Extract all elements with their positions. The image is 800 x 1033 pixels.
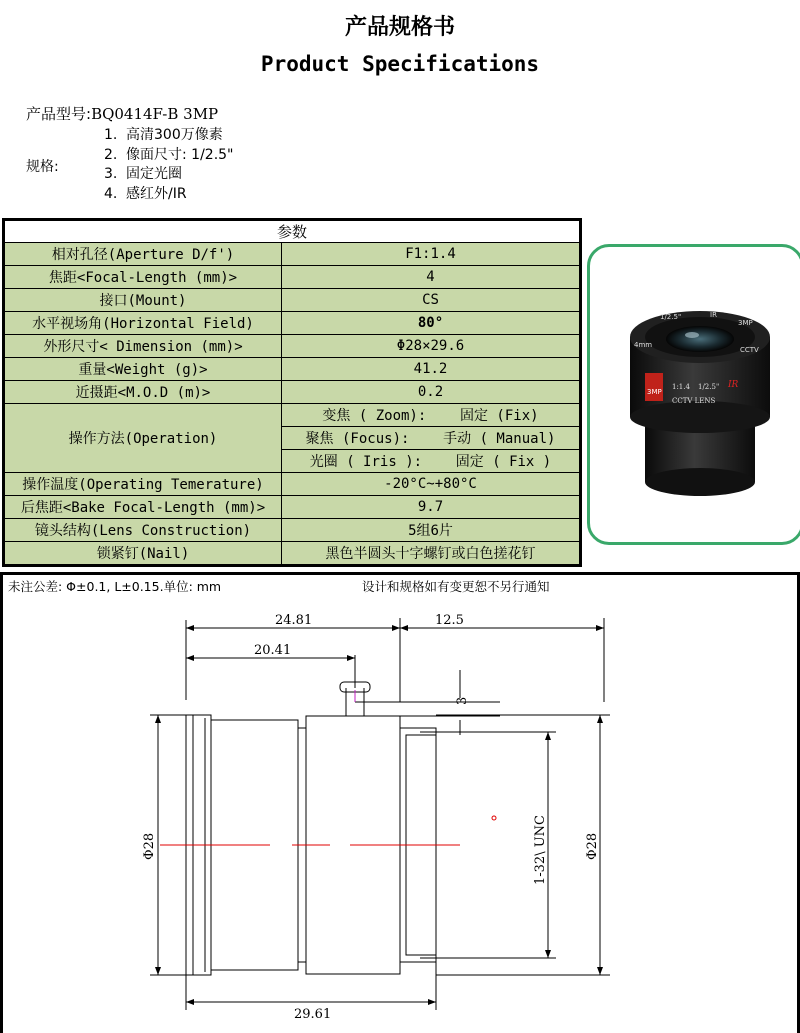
spec-item <box>104 165 234 185</box>
table-row <box>4 243 581 266</box>
param-key: 重量<Weight (g)> <box>4 358 282 381</box>
spec-item <box>104 126 234 146</box>
operation-sub-value: 固定 ( Fix ) <box>455 454 552 470</box>
lens-photo <box>587 244 800 545</box>
change-notice: 设计和规格如有变更恕不另行通知 <box>362 579 550 594</box>
dim-thread: 1-32\ UNC <box>533 815 548 885</box>
table-row <box>4 381 581 404</box>
table-row <box>4 289 581 312</box>
spec-text: 感红外/IR <box>126 185 187 202</box>
lens-ring-label: CCTV <box>740 346 759 354</box>
dim-total-bottom: 29.61 <box>294 1007 332 1022</box>
operation-sub-name: 光圈 ( Iris ): <box>309 454 423 470</box>
param-value: 0.2 <box>282 381 581 404</box>
spec-text: 高清300万像素 <box>126 127 223 143</box>
lens-ring-label: 4mm <box>634 341 653 349</box>
technical-drawing <box>0 590 800 1033</box>
lens-cctv-text: CCTV LENS <box>672 397 716 405</box>
table-row <box>4 404 581 427</box>
dim-inner: 20.41 <box>254 643 292 658</box>
param-key: 镜头结构(Lens Construction) <box>4 519 282 542</box>
param-key: 水平视场角(Horizontal Field) <box>4 312 282 335</box>
param-value: 9.7 <box>282 496 581 519</box>
table-row <box>4 519 581 542</box>
param-key: 后焦距<Bake Focal-Length (mm)> <box>4 496 282 519</box>
operation-sub <box>282 450 581 473</box>
lens-spec-text: 1/2.5" <box>698 383 720 391</box>
model-line <box>26 103 218 124</box>
lens-ir-mark: IR <box>728 380 739 390</box>
dim-total-top: 24.81 <box>275 613 313 628</box>
operation-sub <box>282 404 581 427</box>
dim-dia-left: Φ28 <box>142 832 157 860</box>
spec-num: 3. <box>104 166 118 182</box>
param-value: CS <box>282 289 581 312</box>
lens-illustration <box>590 247 800 542</box>
param-value: 4 <box>282 266 581 289</box>
dim-right-top: 12.5 <box>435 613 464 628</box>
param-value: 黑色半圆头十字螺钉或白色搓花钉 <box>282 542 581 566</box>
param-key: 操作温度(Operating Temerature) <box>4 473 282 496</box>
spec-text: 像面尺寸: 1/2.5" <box>126 146 234 163</box>
spec-text: 固定光圈 <box>126 166 182 182</box>
page-title-cn: 产品规格书 <box>344 15 455 40</box>
lens-spec-text: 1:1.4 <box>672 383 690 391</box>
model-value: BQ0414F-B 3MP <box>91 105 219 123</box>
table-row <box>4 312 581 335</box>
operation-sub-value: 手动 ( Manual) <box>443 431 556 447</box>
operation-sub-name: 变焦 ( Zoom): <box>322 408 427 424</box>
param-key: 近摄距<M.O.D (m)> <box>4 381 282 404</box>
table-row <box>4 335 581 358</box>
param-key: 操作方法(Operation) <box>4 404 282 473</box>
spec-label: 规格: <box>26 159 59 175</box>
red-tag <box>645 373 663 401</box>
dim-screw: 3 <box>455 696 470 705</box>
spec-num: 4. <box>104 185 118 202</box>
param-key: 锁紧钉(Nail) <box>4 542 282 566</box>
param-key: 焦距<Focal-Length (mm)> <box>4 266 282 289</box>
tolerance-note: 未注公差: Φ±0.1, L±0.15.单位: mm <box>8 579 222 594</box>
param-value: F1:1.4 <box>282 243 581 266</box>
table-header: 参数 <box>4 220 581 243</box>
table-row <box>4 542 581 566</box>
spec-list <box>104 126 234 204</box>
param-value: Φ28×29.6 <box>282 335 581 358</box>
spec-item <box>104 185 234 205</box>
param-value: 41.2 <box>282 358 581 381</box>
table-row <box>4 473 581 496</box>
spec-num: 1. <box>104 127 118 143</box>
table-row <box>4 266 581 289</box>
lens-ring-label: 1/2.5" <box>660 313 682 321</box>
param-value: -20°C~+80°C <box>282 473 581 496</box>
param-value: 80° <box>282 312 581 335</box>
param-key: 接口(Mount) <box>4 289 282 312</box>
red-tag-label: 3MP <box>647 388 662 396</box>
operation-sub-value: 固定 (Fix) <box>460 408 539 424</box>
page-title-en: Product Specifications <box>260 52 540 76</box>
model-label: 产品型号: <box>26 105 92 123</box>
spec-item <box>104 146 234 166</box>
param-key: 相对孔径(Aperture D/f') <box>4 243 282 266</box>
param-key: 外形尺寸< Dimension (mm)> <box>4 335 282 358</box>
parameter-table <box>2 218 582 567</box>
dim-dia-right: Φ28 <box>585 832 600 860</box>
lens-ring-label: 3MP <box>738 319 753 327</box>
param-value: 5组6片 <box>282 519 581 542</box>
table-row <box>4 358 581 381</box>
operation-sub <box>282 427 581 450</box>
spec-num: 2. <box>104 146 118 163</box>
operation-sub-name: 聚焦 (Focus): <box>305 431 410 447</box>
divider <box>0 572 800 575</box>
lens-ring-label: IR <box>710 311 717 319</box>
table-row <box>4 496 581 519</box>
